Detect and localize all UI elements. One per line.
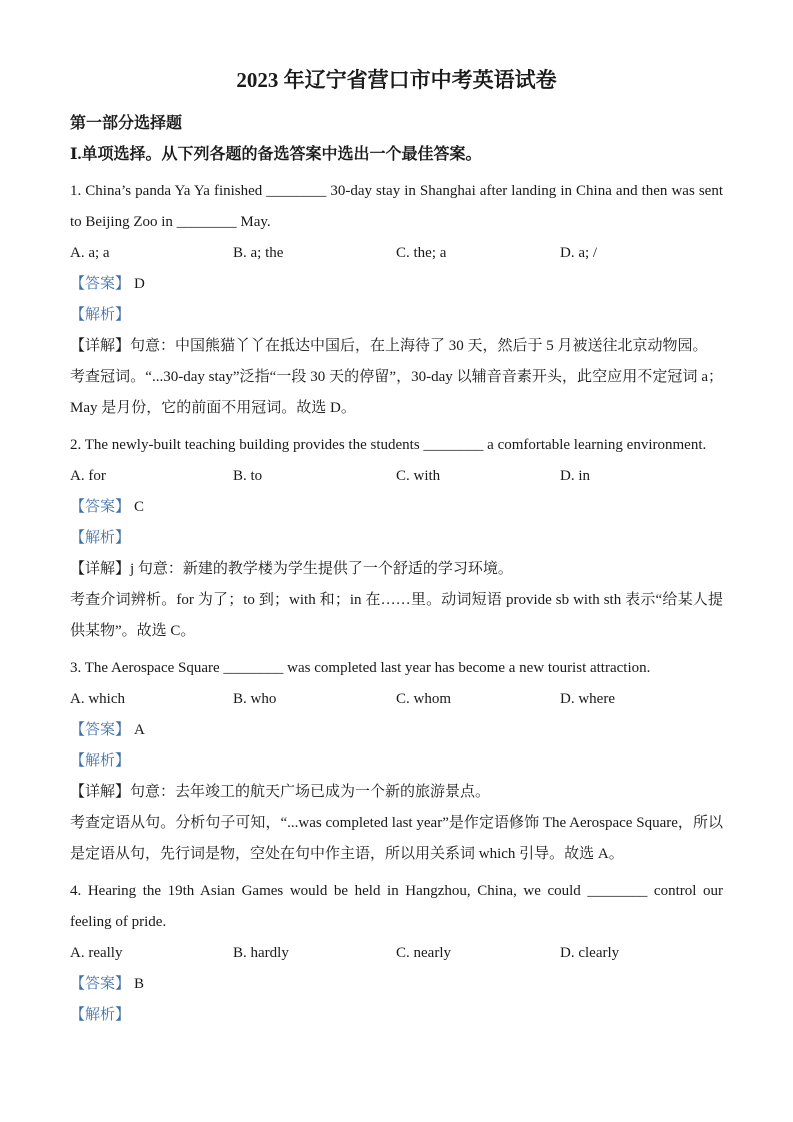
question-1-option-a: A. a; a — [70, 245, 110, 261]
question-3-option-b: B. who — [233, 691, 277, 707]
question-3-stem: 3. The Aerospace Square ________ was completed last year has become a new tourist attraction. — [70, 660, 651, 676]
question-3-answer-line — [70, 715, 723, 746]
question-1-answer-value: D — [134, 276, 145, 292]
question-2-answer-line — [70, 492, 723, 523]
question-2-option-d: D. in — [560, 468, 590, 484]
question-1-answer-line — [70, 269, 723, 300]
question-2-options — [70, 461, 723, 492]
question-2-option-b: B. to — [233, 468, 263, 484]
question-block-1 — [70, 176, 723, 424]
question-4-options — [70, 938, 723, 969]
answer-label: 【答案】 — [70, 976, 131, 992]
question-block-3 — [70, 653, 723, 870]
answer-label: 【答案】 — [70, 722, 131, 738]
analysis-label: 【解析】 — [70, 307, 131, 323]
question-4-stem: 4. Hearing the 19th Asian Games would be held in Hangzhou, China, we could ________ control our feeling of pride. — [70, 883, 723, 930]
question-2-stem: 2. The newly-built teaching building provides the students ________ a comfortable learning environment. — [70, 437, 707, 453]
question-4-option-a: A. really — [70, 945, 123, 961]
question-4-answer-line — [70, 969, 723, 1000]
question-1-options — [70, 238, 723, 269]
question-3-option-c: C. whom — [396, 691, 452, 707]
question-2-detail-2: 考查介词辨析。for 为了；to 到；with 和；in 在……里。动词短语 provide sb with sth 表示“给某人提供某物”。故选 C。 — [70, 592, 723, 639]
question-1-option-b: B. a; the — [233, 245, 284, 261]
answer-label: 【答案】 — [70, 499, 131, 515]
question-3-detail-2: 考查定语从句。分析句子可知，“...was completed last year”是作定语修饰 The Aerospace Square，所以是定语从句，先行词是物，空处在句中作主语，所以用关系词 which 引导。故选 A。 — [70, 815, 724, 862]
question-3-option-d: D. where — [560, 691, 615, 707]
question-block-4 — [70, 876, 723, 1031]
question-4-analysis-line — [70, 1000, 723, 1031]
answer-label: 【答案】 — [70, 276, 131, 292]
question-3-detail-1: 【详解】句意：去年竣工的航天广场已成为一个新的旅游景点。 — [70, 784, 491, 800]
question-2-detail-1: 【详解】j 句意：新建的教学楼为学生提供了一个舒适的学习环境。 — [70, 561, 513, 577]
question-3-option-a: A. which — [70, 691, 125, 707]
question-4-option-d: D. clearly — [560, 945, 620, 961]
question-1-detail-2: 考查冠词。“...30-day stay”泛指“一段 30 天的停留”，30-day 以辅音音素开头，此空应用不定冠词 a；May 是月份，它的前面不用冠词。故选 D。 — [70, 369, 723, 416]
question-1-stem: 1. China’s panda Ya Ya finished ________ 30-day stay in Shanghai after landing in China and then was sent to Beijing Zoo in ________ May. — [70, 183, 723, 230]
question-1-option-c: C. the; a — [396, 245, 447, 261]
question-4-answer-value: B — [134, 976, 145, 992]
question-3-analysis-line — [70, 746, 723, 777]
question-2-answer-value: C — [134, 499, 145, 515]
question-4-option-c: C. nearly — [396, 945, 451, 961]
section-instruction: Ⅰ.单项选择。从下列各题的备选答案中选出一个最佳答案。 — [70, 146, 482, 163]
part-header: 第一部分选择题 — [70, 115, 183, 132]
question-2-option-c: C. with — [396, 468, 441, 484]
question-1-detail-1: 【详解】句意：中国熊猫丫丫在抵达中国后，在上海待了 30 天，然后于 5 月被送往北京动物园。 — [70, 338, 708, 354]
question-2-analysis-line — [70, 523, 723, 554]
question-1-option-d: D. a; / — [560, 245, 598, 261]
analysis-label: 【解析】 — [70, 530, 131, 546]
question-4-option-b: B. hardly — [233, 945, 289, 961]
question-3-options — [70, 684, 723, 715]
analysis-label: 【解析】 — [70, 753, 131, 769]
question-block-2 — [70, 430, 723, 647]
exam-title: 2023 年辽宁省营口市中考英语试卷 — [236, 68, 557, 92]
analysis-label: 【解析】 — [70, 1007, 131, 1023]
question-2-option-a: A. for — [70, 468, 106, 484]
question-1-analysis-line — [70, 300, 723, 331]
question-3-answer-value: A — [134, 722, 145, 738]
